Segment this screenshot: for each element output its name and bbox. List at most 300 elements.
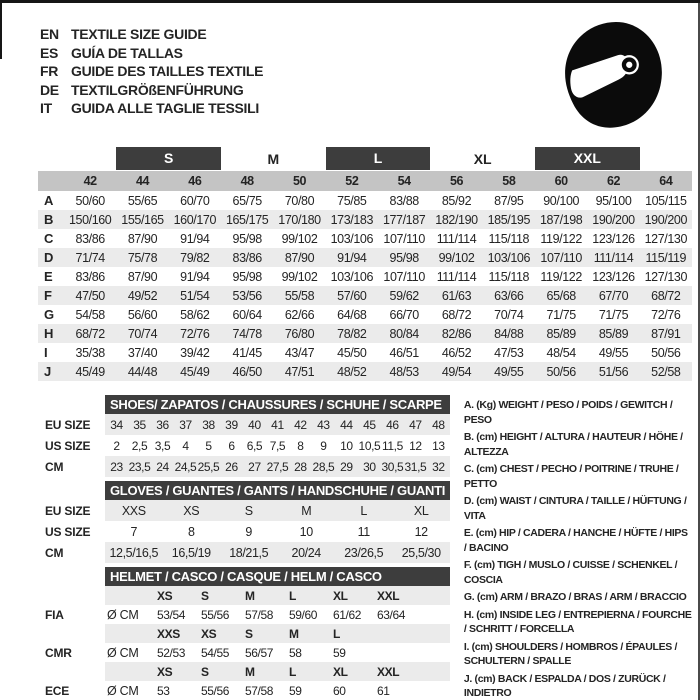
shoe-size-value: 47 — [409, 417, 422, 432]
size-range-value: 68/72 — [441, 307, 472, 322]
size-range-value: 70/74 — [127, 326, 158, 341]
legend-entry: I. (cm) SHOULDERS / HOMBROS / ÉPAULES / SCHULTERN / SPALLE — [463, 640, 678, 667]
shoe-size-value: 44 — [340, 417, 353, 432]
size-range-value: 46/52 — [441, 345, 472, 360]
size-range-value: 71/74 — [75, 250, 105, 265]
shoe-size-value: 5 — [205, 438, 212, 453]
legend-entry: A. (Kg) WEIGHT / PESO / POIDS / GEWITCH / PESO — [463, 399, 673, 426]
size-range-value: 187/198 — [539, 212, 583, 227]
row-label: US SIZE — [45, 524, 91, 539]
size-range-value: 80/84 — [389, 326, 419, 341]
standard-label: ECE — [45, 683, 70, 698]
helmet-size-value: 55/56 — [201, 683, 230, 698]
helmet-table-row — [38, 662, 450, 681]
shoe-size-value: 31,5 — [404, 459, 427, 474]
size-range-value: 103/106 — [330, 231, 374, 246]
measure-row-label: C — [44, 231, 54, 246]
helmet-size-value: L — [289, 664, 296, 679]
diameter-unit-label: Ø CM — [107, 645, 139, 660]
gloves-table-row — [38, 542, 450, 563]
size-range-value: 127/130 — [644, 231, 688, 246]
size-range-value: 91/94 — [337, 250, 367, 265]
size-number: 48 — [240, 174, 254, 188]
helmet-size-value: S — [245, 626, 253, 641]
helmet-size-value: 63/64 — [377, 607, 406, 622]
size-range-value: 99/102 — [281, 269, 318, 284]
legend-entry: E. (cm) HIP / CADERA / HANCHE / HÜFTE / HIPS / BACINO — [463, 527, 688, 554]
glove-size-value: 12,5/16,5 — [109, 545, 158, 560]
glove-size-value: M — [301, 503, 312, 518]
shoe-size-value: 28 — [294, 459, 307, 474]
glove-size-value: L — [360, 503, 367, 518]
size-range-value: 47/50 — [75, 288, 105, 303]
size-range-value: 173/183 — [330, 212, 374, 227]
language-row — [40, 62, 263, 81]
glove-size-value: 16,5/19 — [171, 545, 211, 560]
helmet-table-row — [38, 605, 450, 624]
size-group-xxl: XXL — [535, 147, 640, 170]
helmet-size-value: XXL — [377, 588, 400, 603]
size-range-value: 107/110 — [540, 250, 582, 265]
language-row — [40, 25, 263, 44]
size-range-value: 70/74 — [494, 307, 524, 322]
size-range-value: 85/89 — [546, 326, 576, 341]
size-range-value: 68/72 — [651, 288, 681, 303]
glove-size-value: XL — [413, 503, 429, 518]
size-range-value: 66/70 — [389, 307, 419, 322]
glove-size-value: XXS — [121, 503, 146, 518]
size-range-value: 61/63 — [441, 288, 472, 303]
helmet-size-value: 60 — [333, 683, 346, 698]
helmet-size-value: M — [245, 664, 255, 679]
shoe-size-value: 24,5 — [174, 459, 197, 474]
row-label: EU SIZE — [45, 503, 91, 518]
size-range-value: 87/90 — [127, 231, 158, 246]
size-range-value: 95/98 — [232, 269, 262, 284]
size-range-value: 65/75 — [232, 193, 262, 208]
shoe-size-value: 30,5 — [381, 459, 404, 474]
language-code: DE — [40, 81, 59, 98]
size-number-header — [38, 171, 692, 191]
size-range-value: 51/56 — [598, 364, 629, 379]
table-row — [38, 267, 692, 286]
language-title: GUIDA ALLE TAGLIE TESSILI — [71, 100, 259, 116]
shoe-size-value: 48 — [432, 417, 445, 432]
glove-size-value: 18/21,5 — [229, 545, 269, 560]
glove-size-value: 8 — [187, 524, 195, 539]
size-range-value: 99/102 — [438, 250, 475, 265]
size-range-value: 54/58 — [75, 307, 105, 322]
helmet-size-value: M — [245, 588, 255, 603]
shoe-size-value: 43 — [317, 417, 330, 432]
shoe-size-value: 45 — [363, 417, 376, 432]
size-range-value: 70/80 — [284, 193, 315, 208]
shoe-size-value: 4 — [182, 438, 189, 453]
row-label: EU SIZE — [45, 417, 91, 432]
size-range-value: 123/126 — [592, 231, 635, 246]
table-row — [38, 286, 692, 305]
shoe-size-value: 40 — [248, 417, 261, 432]
size-range-value: 68/72 — [75, 326, 105, 341]
glove-size-value: S — [244, 503, 253, 518]
size-range-value: 60/70 — [180, 193, 210, 208]
glove-size-value: 10 — [299, 524, 313, 539]
helmet-section — [38, 567, 450, 700]
language-title: GUÍA DE TALLAS — [71, 44, 183, 61]
measure-row-label: B — [44, 212, 54, 227]
shoes-table-row — [38, 456, 450, 477]
diameter-unit-label: Ø CM — [107, 607, 139, 622]
size-number: 56 — [449, 174, 464, 188]
size-range-value: 177/187 — [382, 212, 426, 227]
size-range-value: 62/66 — [284, 307, 315, 322]
row-label: CM — [45, 545, 64, 560]
shoe-size-value: 23 — [110, 459, 123, 474]
gloves-table-row — [38, 521, 450, 542]
shoe-size-value: 42 — [294, 417, 307, 432]
size-table-body — [38, 191, 692, 381]
size-number: 62 — [606, 174, 621, 188]
size-range-value: 170/180 — [278, 212, 321, 227]
size-range-value: 190/200 — [644, 212, 688, 227]
size-number: 54 — [397, 174, 411, 188]
helmet-size-value: 59 — [333, 645, 346, 660]
size-range-value: 51/54 — [180, 288, 210, 303]
glove-size-value: XS — [183, 503, 200, 518]
glove-size-value: 11 — [357, 524, 370, 539]
glove-size-value: 20/24 — [291, 545, 321, 560]
size-range-value: 71/75 — [546, 307, 576, 322]
size-range-value: 84/88 — [494, 326, 524, 341]
shoe-size-value: 38 — [202, 417, 215, 432]
size-range-value: 115/118 — [488, 269, 530, 284]
size-number: 46 — [188, 174, 202, 188]
size-range-value: 90/100 — [543, 193, 580, 208]
size-range-value: 83/88 — [389, 193, 419, 208]
row-label: US SIZE — [45, 438, 91, 453]
shoe-size-value: 12 — [409, 438, 422, 453]
shoe-size-value: 25,5 — [197, 459, 220, 474]
measure-row-label: G — [44, 307, 55, 322]
size-range-value: 49/52 — [127, 288, 158, 303]
shoe-size-value: 36 — [156, 417, 169, 432]
glove-size-value: 12 — [414, 524, 428, 539]
size-range-value: 55/65 — [127, 193, 158, 208]
size-number: 42 — [83, 174, 97, 188]
language-row — [40, 81, 263, 100]
table-row — [38, 324, 692, 343]
table-row — [38, 305, 692, 324]
size-range-value: 50/56 — [651, 345, 681, 360]
size-range-value: 49/54 — [441, 364, 472, 379]
helmet-size-value: 57/58 — [245, 607, 274, 622]
size-range-value: 39/42 — [180, 345, 210, 360]
standard-label — [38, 624, 105, 643]
helmet-size-value: 53 — [157, 683, 170, 698]
size-range-value: 115/119 — [645, 250, 687, 265]
size-range-value: 50/60 — [75, 193, 105, 208]
size-range-value: 87/90 — [284, 250, 315, 265]
helmet-size-value: 55/56 — [201, 607, 230, 622]
helmet-size-value: XS — [157, 588, 173, 603]
size-range-value: 115/118 — [488, 231, 530, 246]
size-range-value: 35/38 — [75, 345, 105, 360]
size-range-value: 83/86 — [75, 231, 105, 246]
legend-entry: H. (cm) INSIDE LEG / ENTREPIERNA / FOURCHE / SCHRITT / FORCELLA — [463, 608, 692, 635]
size-range-value: 48/53 — [389, 364, 419, 379]
glove-size-value: 9 — [245, 524, 252, 539]
helmet-size-value: 61/62 — [333, 607, 362, 622]
shoe-size-value: 23,5 — [128, 459, 151, 474]
size-range-value: 72/76 — [180, 326, 210, 341]
helmet-size-value: S — [201, 588, 209, 603]
shoe-size-value: 39 — [225, 417, 238, 432]
size-range-value: 119/122 — [540, 269, 582, 284]
measurement-legend — [464, 395, 692, 700]
measure-row-label: F — [44, 288, 52, 303]
table-row — [38, 210, 692, 229]
shoe-size-value: 2 — [113, 438, 120, 453]
size-range-value: 82/86 — [441, 326, 472, 341]
size-range-value: 43/47 — [284, 345, 315, 360]
shoe-size-value: 37 — [179, 417, 192, 432]
table-row — [38, 248, 692, 267]
legend-entry: D. (cm) WAIST / CINTURA / TAILLE / HÜFTUNG / VITA — [463, 495, 687, 522]
shoe-size-value: 10 — [340, 438, 353, 453]
shoe-size-value: 24 — [156, 459, 169, 474]
shoe-size-value: 2,5 — [131, 438, 148, 453]
size-range-value: 57/60 — [337, 288, 367, 303]
size-range-value: 83/86 — [232, 250, 262, 265]
legend-entry: G. (cm) ARM / BRAZO / BRAS / ARM / BRACCIO — [463, 591, 687, 603]
shoes-table-row — [38, 414, 450, 435]
standard-label: FIA — [45, 607, 64, 622]
size-range-value: 103/106 — [330, 269, 374, 284]
size-range-value: 165/175 — [225, 212, 269, 227]
helmet-size-value: 59/60 — [289, 607, 318, 622]
size-range-value: 190/200 — [592, 212, 635, 227]
accessories-column — [38, 395, 450, 700]
size-range-value: 83/86 — [75, 269, 105, 284]
helmet-size-value: 54/55 — [201, 645, 230, 660]
textile-size-table — [38, 147, 692, 381]
helmet-table-row — [38, 681, 450, 700]
size-range-value: 47/51 — [284, 364, 315, 379]
size-range-value: 127/130 — [644, 269, 688, 284]
helmet-size-value: 57/58 — [245, 683, 274, 698]
helmet-size-value: XS — [201, 626, 217, 641]
size-range-value: 87/95 — [494, 193, 524, 208]
size-range-value: 56/60 — [127, 307, 158, 322]
size-range-value: 75/85 — [337, 193, 367, 208]
size-range-value: 58/62 — [180, 307, 210, 322]
size-range-value: 46/51 — [389, 345, 419, 360]
measure-row-label: A — [44, 193, 54, 208]
helmet-row-band — [105, 662, 450, 681]
shoe-size-value: 28,5 — [312, 459, 335, 474]
standard-label — [38, 586, 105, 605]
language-title-list — [40, 25, 263, 118]
shoe-size-value: 13 — [432, 438, 445, 453]
size-range-value: 48/54 — [546, 345, 576, 360]
size-range-value: 160/170 — [173, 212, 217, 227]
size-range-value: 95/100 — [595, 193, 632, 208]
size-number: 58 — [502, 174, 516, 188]
shoe-size-value: 6,5 — [246, 438, 263, 453]
size-range-value: 105/115 — [645, 193, 687, 208]
legend-entry: J. (cm) BACK / ESPALDA / DOS / ZURÜCK / INDIETRO — [463, 672, 666, 699]
helmet-size-value: S — [201, 664, 209, 679]
size-range-value: 91/94 — [180, 269, 210, 284]
size-range-value: 67/70 — [598, 288, 629, 303]
glove-size-value: 7 — [130, 524, 138, 539]
size-range-value: 87/91 — [651, 326, 681, 341]
helmet-table-row — [38, 624, 450, 643]
table-row — [38, 191, 692, 210]
language-code: FR — [40, 63, 59, 79]
helmet-size-value: 61 — [377, 683, 390, 698]
legend-entry: B. (cm) HEIGHT / ALTURA / HAUTEUR / HÖHE / ALTEZZA — [463, 431, 683, 458]
shoe-size-value: 27,5 — [266, 459, 289, 474]
size-number: 60 — [554, 174, 568, 188]
helmet-size-value: XL — [333, 588, 348, 603]
size-range-value: 85/92 — [441, 193, 472, 208]
size-range-value: 55/58 — [284, 288, 315, 303]
size-group-s: S — [116, 147, 221, 170]
size-range-value: 50/56 — [546, 364, 576, 379]
size-number: 44 — [135, 174, 150, 188]
racing-helmet-icon — [560, 17, 672, 135]
size-range-value: 76/80 — [284, 326, 315, 341]
size-range-value: 111/114 — [436, 231, 477, 246]
shoes-section-header: SHOES/ ZAPATOS / CHAUSSURES / SCHUHE / SCARPE — [105, 395, 450, 414]
size-range-value: 45/49 — [75, 364, 105, 379]
size-number: 64 — [659, 174, 673, 188]
size-range-value: 72/76 — [651, 307, 681, 322]
shoe-size-value: 34 — [110, 417, 123, 432]
size-range-value: 87/90 — [127, 269, 158, 284]
size-range-value: 52/58 — [651, 364, 681, 379]
size-range-value: 95/98 — [389, 250, 419, 265]
table-row — [38, 362, 692, 381]
size-range-value: 48/52 — [337, 364, 367, 379]
shoe-size-value: 7,5 — [269, 438, 286, 453]
language-row — [40, 99, 263, 118]
size-range-value: 37/40 — [127, 345, 158, 360]
language-code: ES — [40, 44, 59, 61]
bottom-area — [38, 395, 692, 700]
helmet-table-row — [38, 586, 450, 605]
measure-row-label: E — [44, 269, 53, 284]
size-range-value: 91/94 — [180, 231, 210, 246]
shoes-section — [38, 395, 450, 477]
standard-label — [38, 662, 105, 681]
legend-entry: C. (cm) CHEST / PECHO / POITRINE / TRUHE / PETTO — [463, 463, 679, 490]
shoe-size-value: 46 — [386, 417, 399, 432]
helmet-size-value: L — [289, 588, 296, 603]
helmet-size-value: XS — [157, 664, 173, 679]
size-range-value: 44/48 — [127, 364, 158, 379]
helmet-size-value: 53/54 — [157, 607, 186, 622]
helmet-row-band — [105, 605, 450, 624]
language-title: TEXTILGRÖßENFÜHRUNG — [71, 81, 244, 98]
gloves-section — [38, 481, 450, 563]
helmet-row-band — [105, 624, 450, 643]
size-group-header — [38, 147, 692, 170]
legend-entry: F. (cm) TIGH / MUSLO / CUISSE / SCHENKEL / COSCIA — [463, 559, 678, 586]
size-number: 52 — [345, 174, 359, 188]
helmet-row-band — [105, 586, 450, 605]
glove-size-value: 23/26,5 — [344, 545, 384, 560]
helmet-table-row — [38, 643, 450, 662]
shoe-size-value: 26 — [225, 459, 238, 474]
size-range-value: 107/110 — [383, 269, 425, 284]
language-title: TEXTILE SIZE GUIDE — [71, 26, 207, 42]
size-range-value: 75/78 — [127, 250, 158, 265]
helmet-size-value: XL — [333, 664, 348, 679]
shoe-size-value: 29 — [340, 459, 353, 474]
shoe-size-value: 41 — [271, 417, 284, 432]
measure-row-label: I — [44, 345, 48, 360]
size-range-value: 79/82 — [180, 250, 210, 265]
size-range-value: 103/106 — [487, 250, 531, 265]
size-group-xl: XL — [473, 150, 492, 167]
shoe-size-value: 11,5 — [381, 438, 403, 453]
size-range-value: 185/195 — [487, 212, 531, 227]
gloves-table-row — [38, 500, 450, 521]
measure-row-label: H — [44, 326, 54, 341]
size-range-value: 111/114 — [593, 250, 634, 265]
shoe-size-value: 3,5 — [154, 438, 171, 453]
language-code: IT — [40, 100, 52, 116]
table-row — [38, 343, 692, 362]
size-number: 50 — [292, 174, 307, 188]
measure-row-label: J — [44, 364, 52, 379]
helmet-size-value: 59 — [289, 683, 302, 698]
glove-size-value: 25,5/30 — [401, 545, 441, 560]
size-group-m: M — [267, 150, 280, 167]
shoe-size-value: 35 — [133, 417, 146, 432]
size-range-value: 49/55 — [494, 364, 524, 379]
size-range-value: 74/78 — [232, 326, 262, 341]
helmet-row-band — [105, 643, 450, 662]
language-title: GUIDE DES TAILLES TEXTILE — [71, 63, 264, 79]
size-range-value: 155/165 — [121, 212, 164, 227]
size-range-value: 71/75 — [598, 307, 629, 322]
helmet-row-band — [105, 681, 450, 700]
shoe-size-value: 32 — [432, 459, 445, 474]
shoe-size-value: 8 — [297, 438, 304, 453]
diameter-unit-label: Ø CM — [107, 683, 139, 698]
size-range-value: 150/160 — [68, 212, 112, 227]
size-range-value: 64/68 — [337, 307, 367, 322]
size-range-value: 45/49 — [180, 364, 210, 379]
size-range-value: 45/50 — [337, 345, 367, 360]
shoe-size-value: 6 — [228, 438, 235, 453]
shoe-size-value: 27 — [248, 459, 261, 474]
size-group-l: L — [326, 147, 431, 170]
size-range-value: 63/66 — [494, 288, 524, 303]
size-range-value: 46/50 — [232, 364, 262, 379]
shoes-table-row — [38, 435, 450, 456]
shoe-size-value: 10,5 — [358, 438, 381, 453]
size-range-value: 41/45 — [232, 345, 262, 360]
row-label: CM — [45, 459, 64, 474]
size-range-value: 119/122 — [540, 231, 582, 246]
size-range-value: 65/68 — [546, 288, 576, 303]
language-row — [40, 44, 263, 63]
helmet-size-value: XXL — [377, 664, 400, 679]
